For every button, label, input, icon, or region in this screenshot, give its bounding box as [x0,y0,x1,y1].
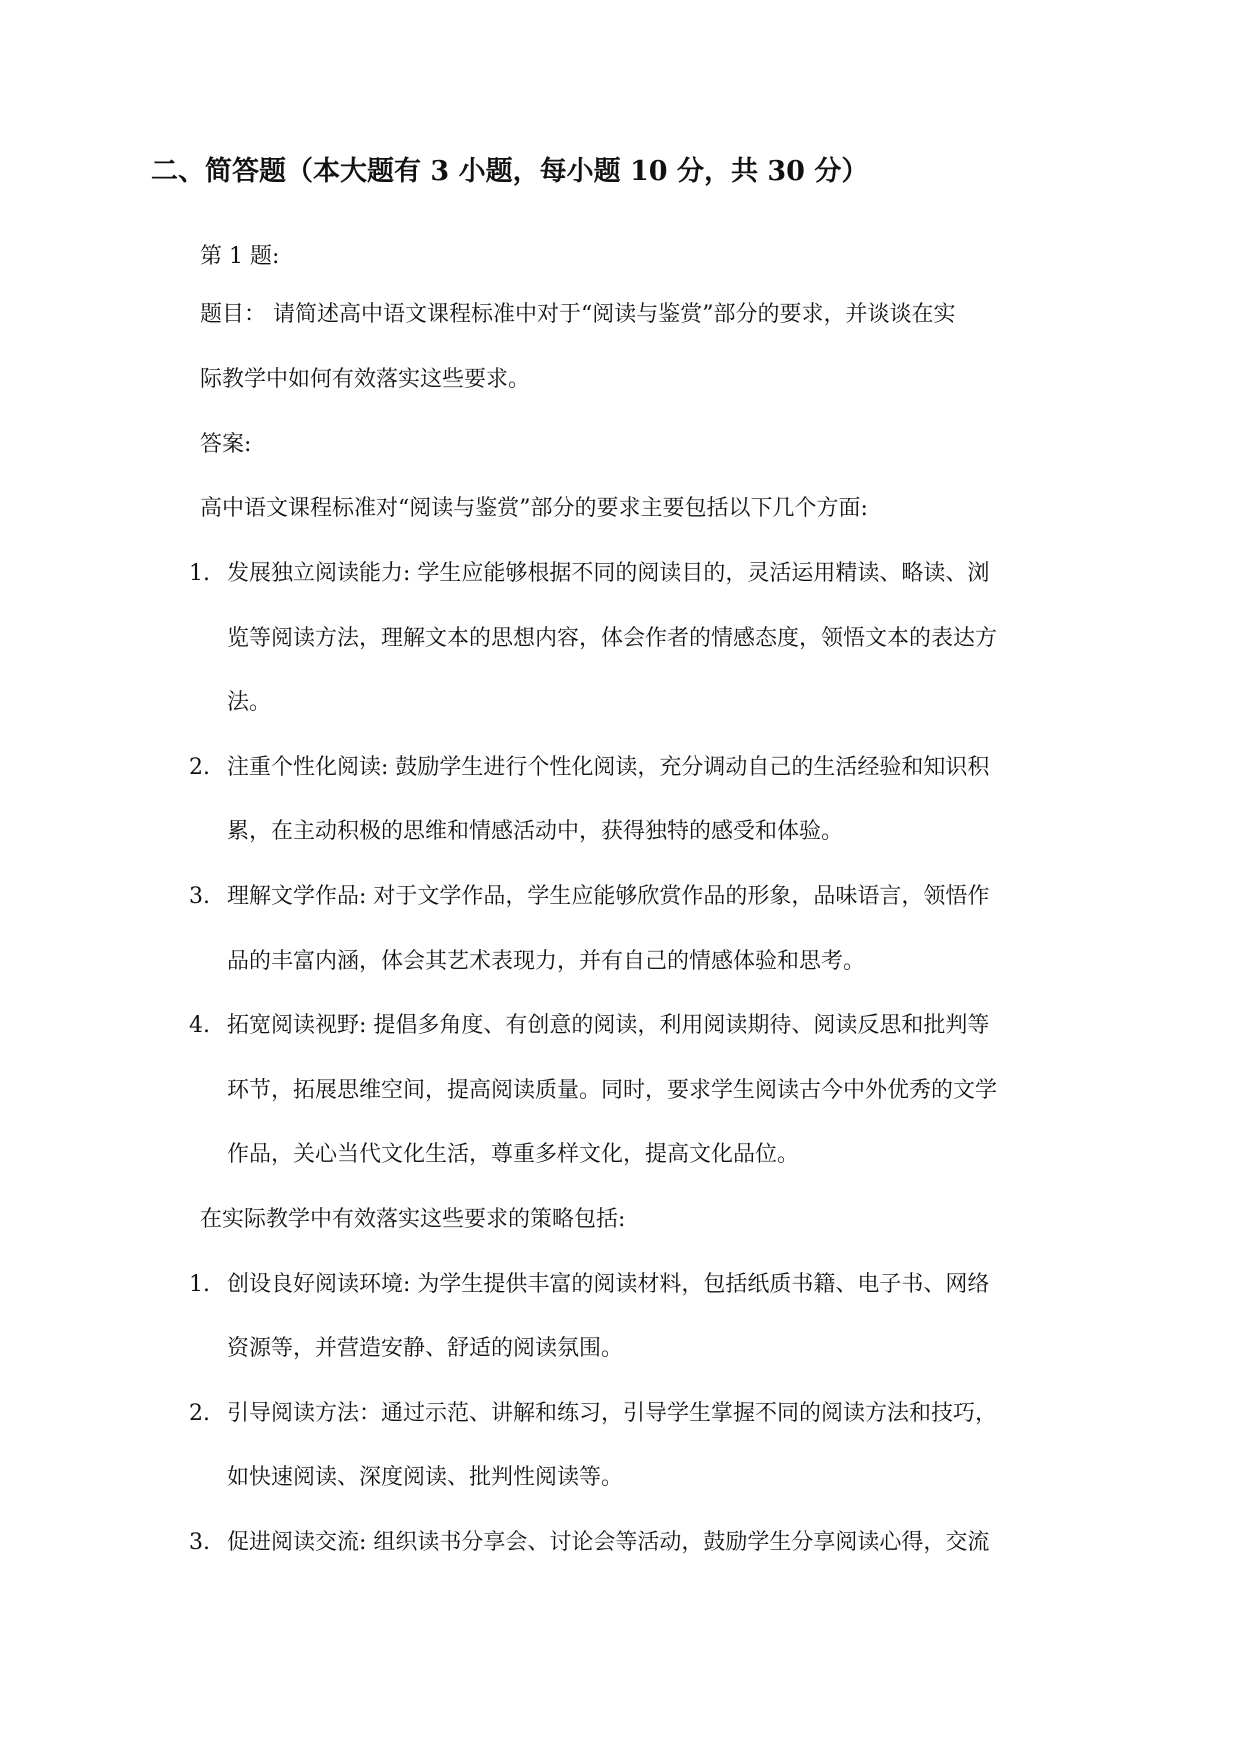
requirement-number: 4. [189,1013,210,1038]
question-label: 第 1 题: [200,244,280,269]
strategy-number: 1. [189,1272,210,1297]
strategy-text: 创设良好阅读环境: 为学生提供丰富的阅读材料，包括纸质书籍、电子书、网络 [227,1272,990,1297]
requirement-text: 累，在主动积极的思维和情感活动中，获得独特的感受和体验。 [227,819,844,844]
strategy-number: 2. [189,1401,210,1426]
strategy-text: 促进阅读交流: 组织读书分享会、讨论会等活动，鼓励学生分享阅读心得，交流 [227,1530,990,1555]
requirement-number: 3. [189,884,210,909]
requirement-number: 1. [189,561,210,586]
requirement-text: 注重个性化阅读: 鼓励学生进行个性化阅读，充分调动自己的生活经验和知识积 [227,755,990,780]
strategy-text: 引导阅读方法：通过示范、讲解和练习，引导学生掌握不同的阅读方法和技巧， [227,1401,998,1426]
requirement-text: 发展独立阅读能力: 学生应能够根据不同的阅读目的，灵活运用精读、略读、浏 [227,561,990,586]
requirement-text: 拓宽阅读视野: 提倡多角度、有创意的阅读，利用阅读期待、阅读反思和批判等 [227,1013,990,1038]
question-prompt-line-2: 际教学中如何有效落实这些要求。 [200,367,531,392]
requirements-intro: 高中语文课程标准对“阅读与鉴赏”部分的要求主要包括以下几个方面: [200,496,868,521]
requirement-number: 2. [189,755,210,780]
section-heading: 二、简答题（本大题有 3 小题，每小题 10 分，共 30 分） [151,156,869,187]
requirement-text: 品的丰富内涵，体会其艺术表现力，并有自己的情感体验和思考。 [227,949,866,974]
requirement-text: 作品，关心当代文化生活，尊重多样文化，提高文化品位。 [227,1142,800,1167]
requirement-text: 览等阅读方法，理解文本的思想内容，体会作者的情感态度，领悟文本的表达方 [227,626,998,651]
strategy-number: 3. [189,1530,210,1555]
question-prompt-line-1: 题目： 请简述高中语文课程标准中对于“阅读与鉴赏”部分的要求，并谈谈在实 [200,302,956,327]
strategy-text: 资源等，并营造安静、舒适的阅读氛围。 [227,1336,624,1361]
answer-label: 答案: [200,432,252,457]
requirement-text: 法。 [227,690,272,715]
strategies-intro: 在实际教学中有效落实这些要求的策略包括: [200,1207,626,1232]
strategy-text: 如快速阅读、深度阅读、批判性阅读等。 [227,1465,624,1490]
requirement-text: 环节，拓展思维空间，提高阅读质量。同时，要求学生阅读古今中外优秀的文学 [227,1078,998,1103]
requirement-text: 理解文学作品: 对于文学作品，学生应能够欣赏作品的形象，品味语言，领悟作 [227,884,990,909]
